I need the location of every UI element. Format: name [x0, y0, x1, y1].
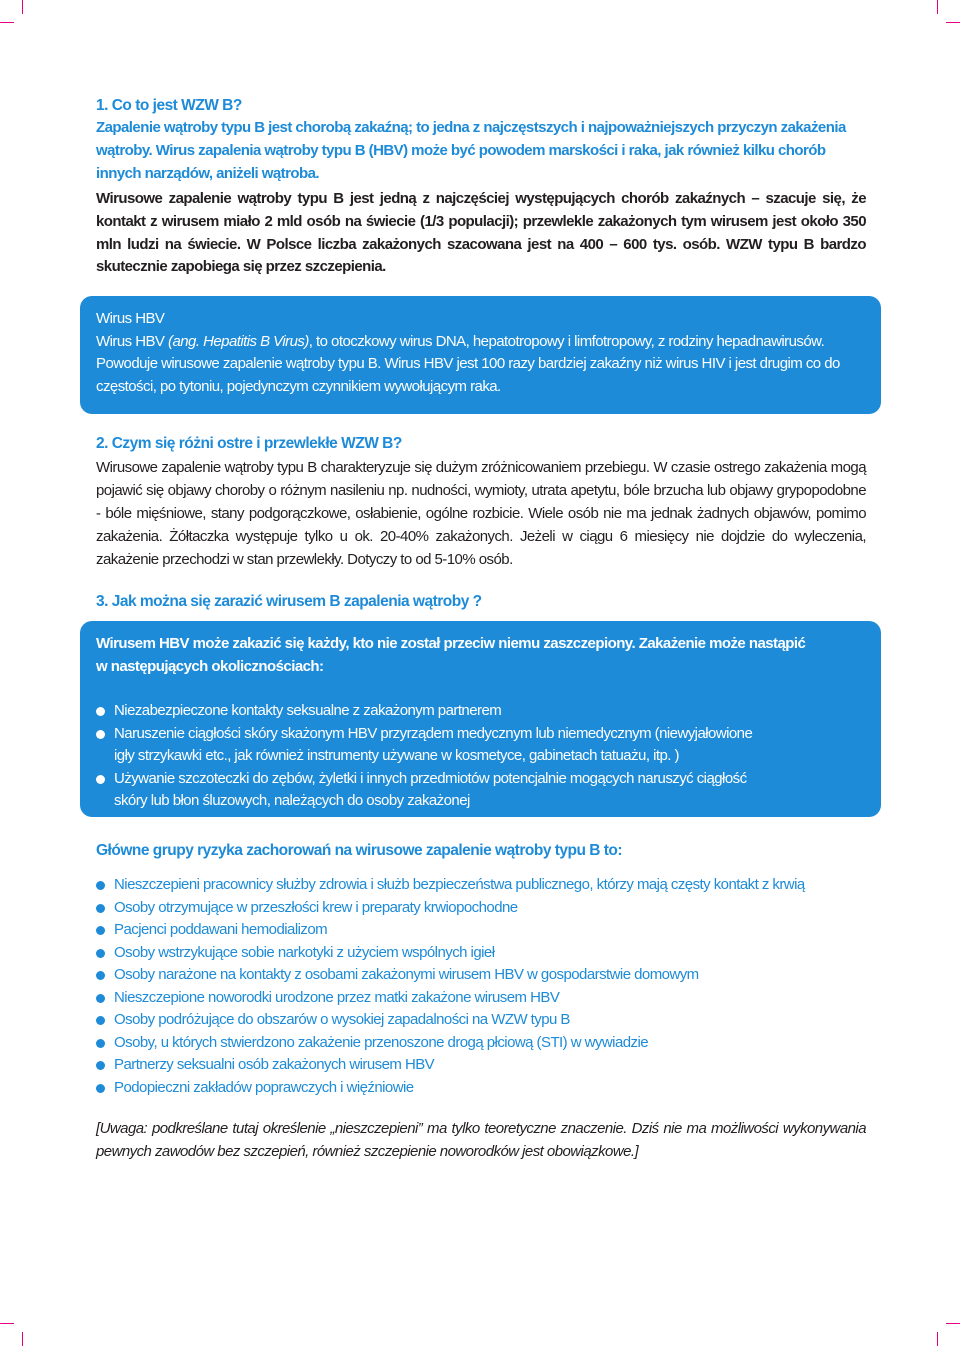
info-box-hbv-line-1	[96, 331, 859, 354]
bullet-icon	[96, 994, 105, 1003]
bullet-icon	[96, 881, 105, 890]
risk-group-item-text: Partnerzy seksualni osób zakażonych wirusem HBV	[114, 1056, 435, 1073]
crop-mark-top-left-v	[22, 0, 23, 14]
crop-mark-bottom-left-h	[0, 1323, 14, 1324]
risk-group-item	[96, 1077, 866, 1100]
risk-group-item	[96, 964, 866, 987]
section-1-lead-line-2: wątroby. Wirus zapalenia wątroby typu B (HBV) może być powodem marskości i raka, jak również kilku chorób	[96, 142, 826, 159]
risk-group-item-text: Osoby wstrzykujące sobie narkotyki z użyciem wspólnych igieł	[114, 943, 495, 961]
section-3	[96, 592, 866, 612]
section-1-paragraph: Wirusowe zapalenie wątroby typu B jest jedną z najczęściej występujących chorób zakaźnych – szacuje się, że kontakt z wirusem miało 2 mld osób na świecie (1/3 populacji); przewlekle zakażonych tym wirusem jest około 350 mln ludzi na świecie. W Polsce liczba zakażonych szacowana jest na 400 – 600 tys. osób. WZW typu B bardzo skutecznie zapobiega się przez szczepienia.	[96, 190, 866, 276]
bullet-icon	[96, 1061, 105, 1070]
risk-group-item	[96, 987, 866, 1010]
risk-group-item	[96, 942, 866, 965]
risk-group-item	[96, 897, 866, 920]
section-3-heading: 3. Jak można się zarazić wirusem B zapalenia wątroby ?	[96, 593, 482, 610]
info-box-transmission-title-line-1: Wirusem HBV może zakazić się każdy, kto nie został przeciw niemu zaszczepiony. Zakażenie może nastąpić	[96, 635, 806, 652]
info-box-hbv-title: Wirus HBV	[96, 310, 165, 327]
risk-group-item	[96, 874, 866, 897]
risk-group-item-text: Pacjenci poddawani hemodializom	[114, 921, 328, 938]
crop-mark-top-right-h	[946, 22, 960, 23]
risk-group-item-text: Nieszczepione noworodki urodzone przez matki zakażone wirusem HBV	[114, 988, 560, 1006]
bullet-icon	[96, 926, 105, 935]
section-2	[96, 434, 866, 571]
info-box-hbv-line-1-suffix: , to otoczkowy wirus DNA, hepatotropowy i limfotropowy, z rodziny hepadnawirusów.	[308, 332, 825, 350]
risk-group-item	[96, 1009, 866, 1032]
section-1-lead-line-3: innych narządów, aniżeli wątroba.	[96, 165, 320, 182]
risk-group-item	[96, 919, 866, 942]
risk-group-item-text: Podopieczni zakładów poprawczych i więźniowie	[114, 1078, 414, 1096]
info-box-hbv-line-1-italic: (ang. Hepatitis B Virus)	[168, 332, 309, 350]
section-4-heading: Główne grupy ryzyka zachorowań na wirusowe zapalenie wątroby typu B to:	[96, 842, 623, 859]
info-box-hbv	[80, 296, 881, 414]
bullet-icon	[96, 730, 105, 739]
crop-mark-top-left-h	[0, 22, 14, 23]
bullet-icon	[96, 1016, 105, 1025]
section-2-heading: 2. Czym się różni ostre i przewlekłe WZW B?	[96, 435, 402, 452]
crop-mark-bottom-right-h	[946, 1323, 960, 1324]
risk-group-item	[96, 1032, 866, 1055]
section-2-paragraph: Wirusowe zapalenie wątroby typu B charakteryzuje się dużym zróżnicowaniem przebiegu. W czasie ostrego zakażenia mogą pojawić się objawy choroby o różnym nasileniu np. nudności, wymioty, utrata apetytu, bóle brzucha lub objawy grypopodobne - bóle mięśniowe, stany podgorączkowe, osłabienie, ogólne rozbicie. Wiele osób nie ma jednak żadnych objawów, pomimo zakażenia. Żółtaczka występuje tylko u ok. 20-40% zakażonych. Jeżeli w ciągu 6 miesięcy nie dojdzie do wyleczenia, zakażenie przechodzi w stan przewlekły. Dotyczy to od 5-10% osób.	[96, 459, 866, 568]
crop-mark-bottom-left-v	[22, 1332, 23, 1346]
info-box-transmission-title-line-2: w następujących okolicznościach:	[96, 657, 324, 675]
bullet-icon	[96, 904, 105, 913]
transmission-item-text: Niezabezpieczone kontakty seksualne z zakażonym partnerem	[114, 702, 502, 719]
bullet-icon	[96, 1039, 105, 1048]
risk-group-list	[96, 874, 866, 1099]
risk-group-item-text: Osoby narażone na kontakty z osobami zakażonymi wirusem HBV w gospodarstwie domowym	[114, 966, 699, 983]
section-1	[96, 96, 866, 185]
bullet-icon	[96, 949, 105, 958]
section-4	[96, 840, 866, 1163]
bullet-icon	[96, 1084, 105, 1093]
transmission-item	[96, 700, 776, 723]
transmission-list	[96, 700, 776, 813]
risk-group-item	[96, 1054, 866, 1077]
transmission-item	[96, 768, 776, 813]
section-4-note: [Uwaga: podkreślane tutaj określenie „nieszczepieni” ma tylko teoretyczne znaczenie. Dziś nie ma możliwości wykonywania pewnych zawodów bez szczepień, również szczepienie noworodków jest obowiązkowe.]	[96, 1120, 866, 1160]
risk-group-item-text: Osoby otrzymujące w przeszłości krew i preparaty krwiopochodne	[114, 898, 518, 916]
bullet-icon	[96, 707, 105, 716]
section-1-lead-line-1: Zapalenie wątroby typu B jest chorobą zakaźną; to jedna z najczęstszych i najpoważniejszych przyczyn zakażenia	[96, 119, 846, 136]
info-box-hbv-line-2: Powoduje wirusowe zapalenie wątroby typu B. Wirus HBV jest 100 razy bardziej zakaźny niż wirus HIV i jest drugim co do	[96, 355, 840, 372]
info-box-hbv-line-3: częstości, po tytoniu, pojedynczym czynnikiem wywołującym raka.	[96, 377, 501, 395]
transmission-item-text: Naruszenie ciągłości skóry skażonym HBV przyrządem medycznym lub niemedycznym (niewyjałowione igły strzykawki etc., jak również instrumenty używane w kosmetyce, gabinetach tatuażu, itp. )	[114, 724, 753, 764]
crop-mark-bottom-right-v	[937, 1332, 938, 1346]
section-1-body	[96, 188, 866, 279]
info-box-transmission	[80, 621, 881, 817]
crop-mark-top-right-v	[937, 0, 938, 14]
bullet-icon	[96, 971, 105, 980]
risk-group-item-text: Osoby podróżujące do obszarów o wysokiej zapadalności na WZW typu B	[114, 1011, 570, 1028]
risk-group-item-text: Osoby, u których stwierdzono zakażenie przenoszone drogą płciową (STI) w wywiadzie	[114, 1033, 649, 1051]
transmission-item	[96, 723, 776, 768]
info-box-hbv-line-1-prefix: Wirus HBV	[96, 332, 169, 350]
bullet-icon	[96, 775, 105, 784]
section-1-heading: 1. Co to jest WZW B?	[96, 97, 242, 114]
transmission-item-text: Używanie szczoteczki do zębów, żyletki i innych przedmiotów potencjalnie mogących naruszyć ciągłość skóry lub błon śluzowych, należących do osoby zakażonej	[114, 769, 747, 809]
risk-group-item-text: Nieszczepieni pracownicy służby zdrowia i służb bezpieczeństwa publicznego, którzy mają częsty kontakt z krwią	[114, 876, 805, 893]
